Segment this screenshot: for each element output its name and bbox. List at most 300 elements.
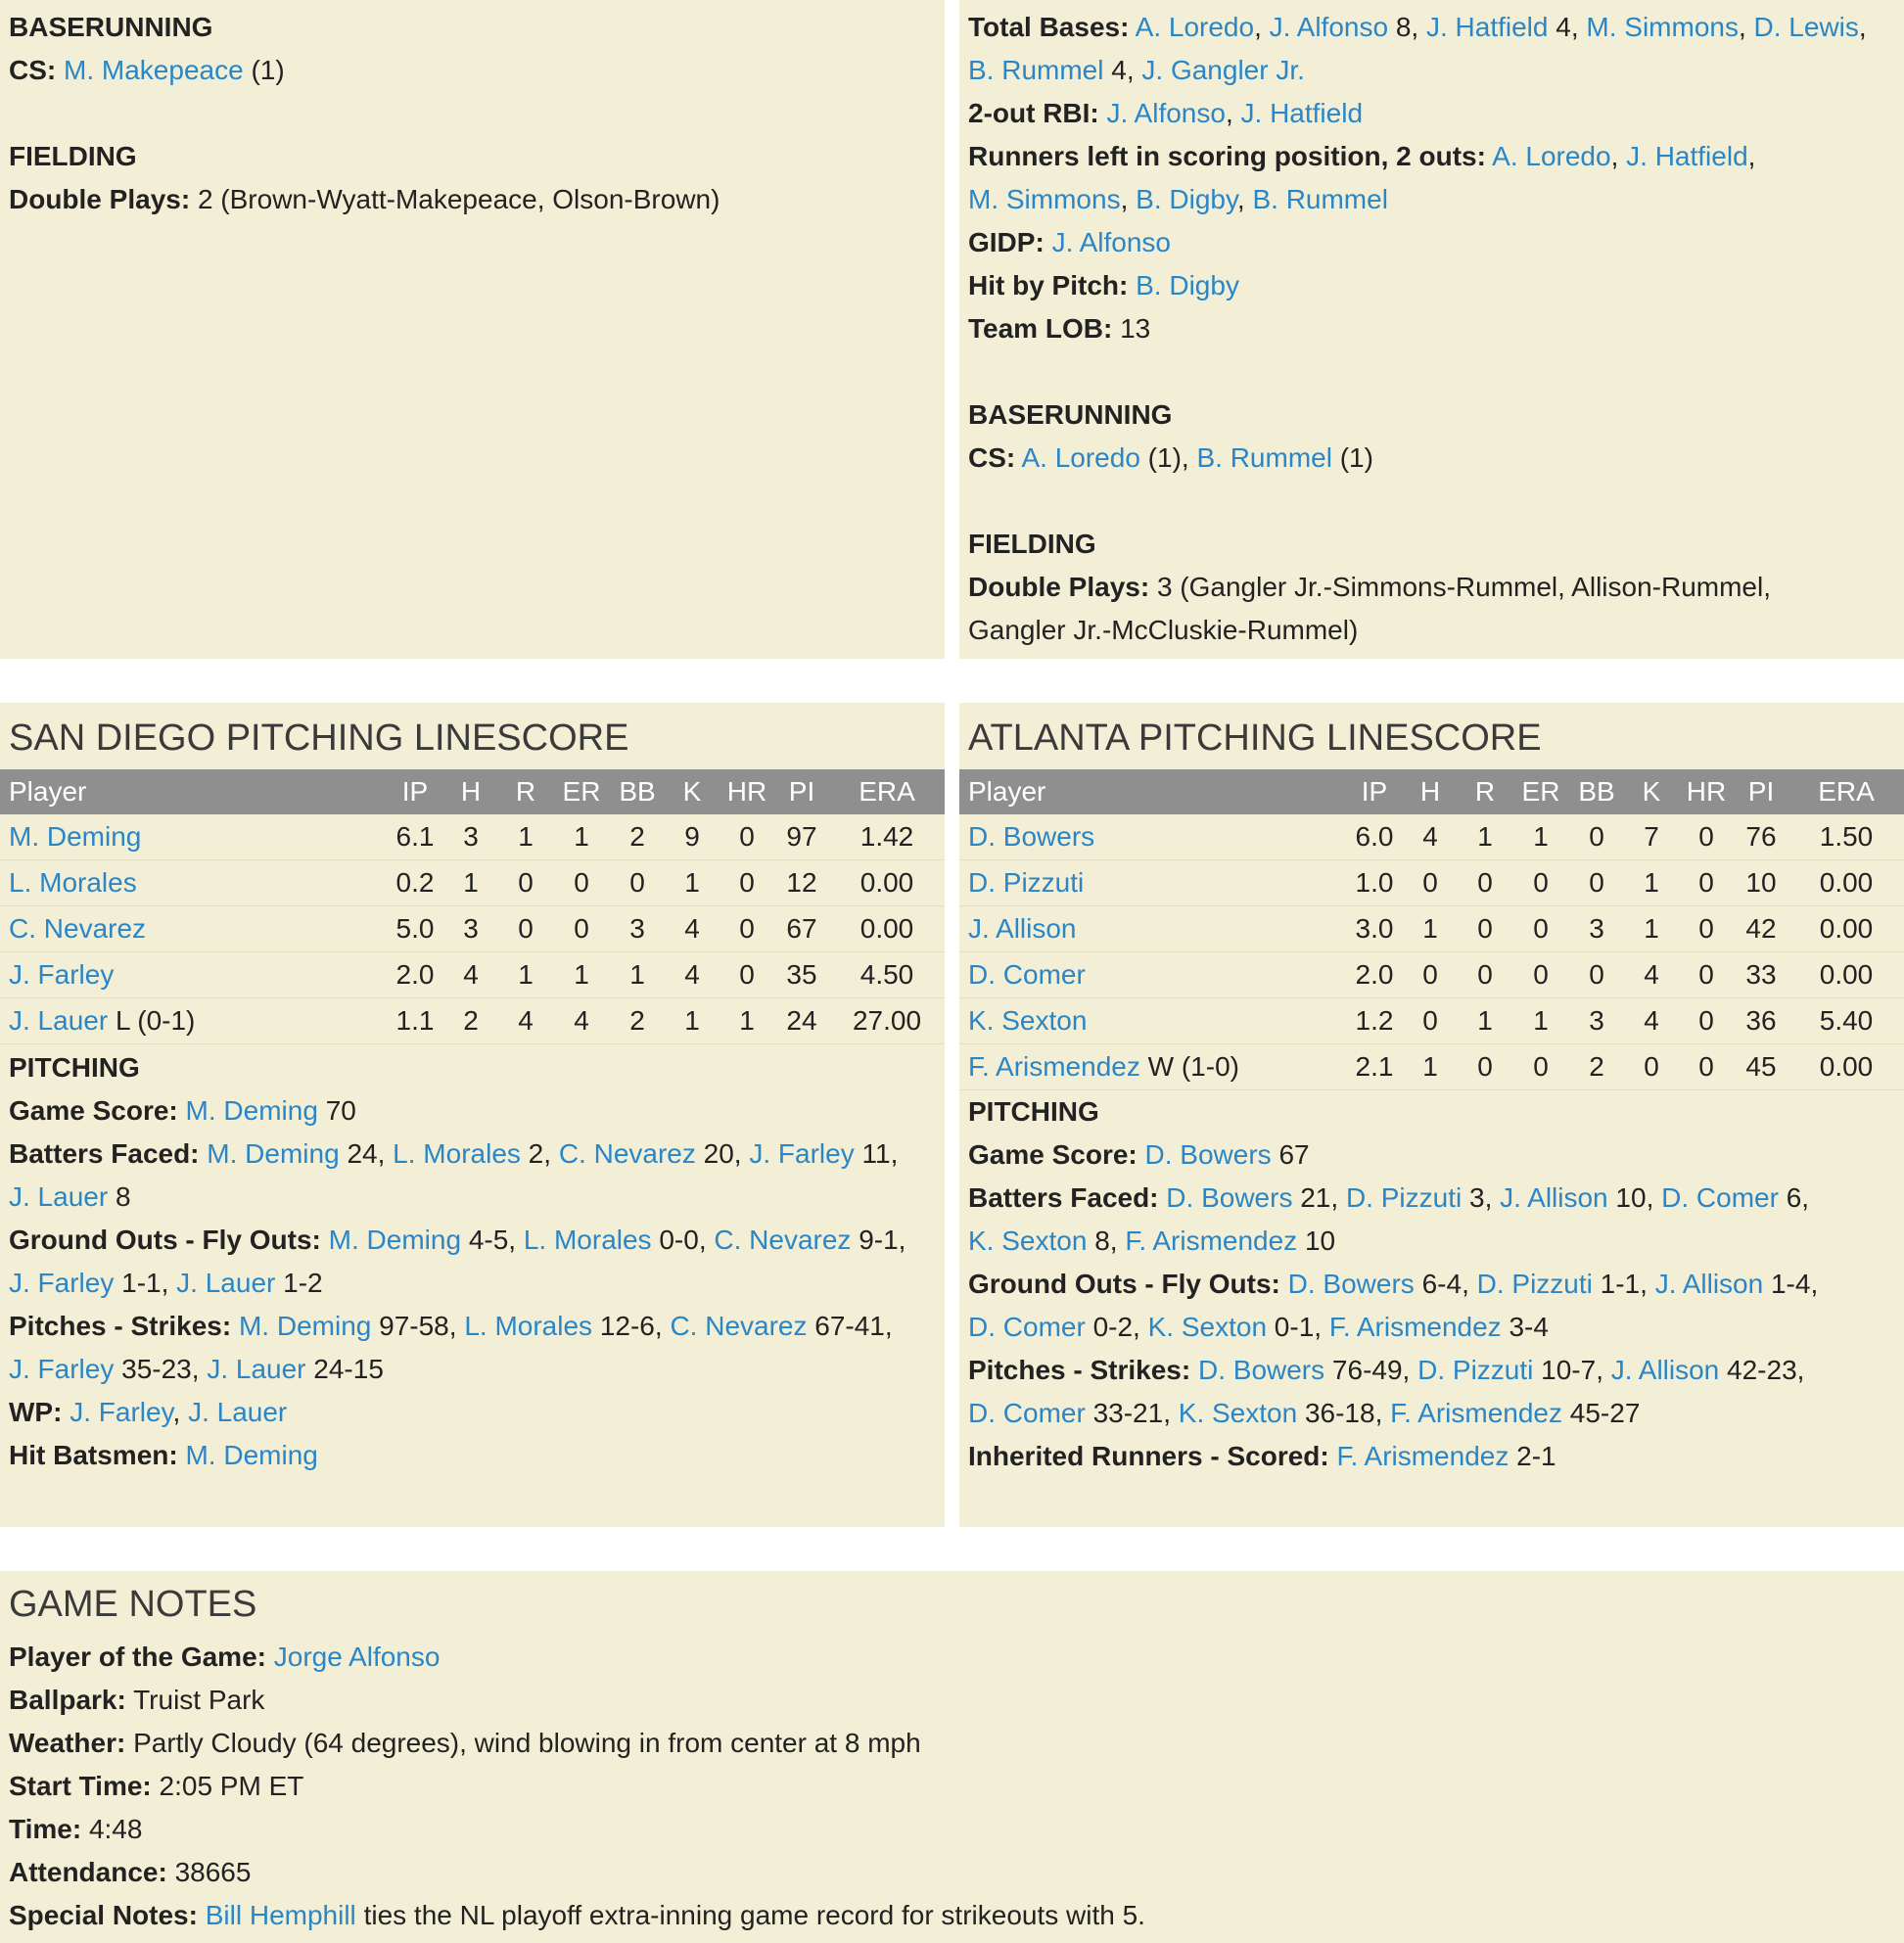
player-link[interactable]: D. Pizzuti	[968, 867, 1085, 898]
stat-cell-era: 1.50	[1788, 814, 1904, 860]
player-link[interactable]: J. Alfonso	[1269, 12, 1389, 42]
col-er[interactable]: ER	[553, 769, 610, 814]
time-line	[9, 1808, 1904, 1851]
col-ip[interactable]: IP	[1346, 769, 1403, 814]
stat-cell-h: 1	[443, 860, 498, 906]
ballpark-line	[9, 1679, 1904, 1722]
total-bases-line: Total Bases: A. Loredo, J. Alfonso 8, J. Hatfield 4, M. Simmons, D. Lewis,	[968, 12, 1867, 42]
sd-batting-notes-panel	[0, 0, 945, 659]
stat-cell-er: 1	[553, 814, 610, 860]
stat-cell-k: 1	[1624, 860, 1679, 906]
stat-value: 2-1	[1516, 1441, 1556, 1471]
stat-value: 3-4	[1509, 1312, 1549, 1342]
stat-cell-ip: 2.1	[1346, 1044, 1403, 1090]
stat-cell-er: 0	[1512, 952, 1569, 998]
stat-value: 1-1	[1600, 1269, 1641, 1299]
start-time-value: 2:05 PM ET	[159, 1771, 304, 1801]
stat-cell-k: 1	[1624, 906, 1679, 952]
table-row	[0, 814, 945, 860]
stat-cell-pi: 10	[1734, 860, 1788, 906]
stat-cell-pi: 97	[774, 814, 829, 860]
player-link[interactable]: J. Lauer	[9, 1181, 109, 1212]
stat-cell-bb: 0	[610, 860, 665, 906]
stat-cell-hr: 1	[720, 998, 774, 1044]
player-link[interactable]: J. Farley	[9, 959, 115, 990]
col-h[interactable]: H	[1403, 769, 1458, 814]
stat-cell-era: 27.00	[829, 998, 945, 1044]
stat-value: 1-2	[283, 1268, 323, 1298]
stat-value: 0-2	[1092, 1312, 1134, 1342]
stat-value: 67-41	[814, 1311, 885, 1341]
inherited-runners-line	[968, 1435, 1904, 1478]
table-row	[959, 952, 1904, 998]
stat-cell-k: 1	[665, 860, 720, 906]
col-bb[interactable]: BB	[1569, 769, 1624, 814]
start-time-label: Start Time:	[9, 1771, 152, 1801]
col-bb[interactable]: BB	[610, 769, 665, 814]
go-fo-label: Ground Outs - Fly Outs:	[9, 1225, 321, 1255]
stat-cell-h: 3	[443, 906, 498, 952]
special-notes-label: Special Notes:	[9, 1900, 198, 1930]
stat-value: 6-4	[1421, 1269, 1463, 1299]
game-notes-title: GAME NOTES	[9, 1584, 257, 1625]
time-label: Time:	[9, 1814, 82, 1844]
stat-cell-era: 0.00	[829, 860, 945, 906]
stat-cell-bb: 3	[610, 906, 665, 952]
player-link[interactable]: D. Comer	[968, 1312, 1086, 1342]
col-hr[interactable]: HR	[1679, 769, 1734, 814]
double-plays-label: Double Plays:	[9, 184, 191, 214]
pitches-strikes-line: Pitches - Strikes: D. Bowers 76-49, D. Pizzuti 10-7, J. Allison 42-23,	[968, 1355, 1805, 1385]
stat-cell-bb: 2	[1569, 1044, 1624, 1090]
table-row	[959, 860, 1904, 906]
stat-cell-era: 0.00	[1788, 906, 1904, 952]
player-link[interactable]: M. Deming	[185, 1095, 318, 1126]
stat-value: 0-0	[659, 1225, 699, 1255]
player-link[interactable]: F. Arismendez	[968, 1051, 1140, 1082]
player-link[interactable]: C. Nevarez	[9, 913, 147, 944]
stat-cell-hr: 0	[720, 814, 774, 860]
player-link[interactable]: C. Nevarez	[714, 1225, 852, 1255]
stat-cell-hr: 0	[1679, 998, 1734, 1044]
player-link[interactable]: M. Deming	[185, 1440, 318, 1470]
player-cell	[0, 814, 387, 860]
player-link[interactable]: K. Sexton	[968, 1226, 1088, 1256]
stat-value: 33-21	[1092, 1398, 1164, 1428]
stat-cell-r: 0	[1458, 860, 1512, 906]
stat-cell-era: 1.42	[829, 814, 945, 860]
player-link[interactable]: D. Bowers	[968, 821, 1095, 852]
stat-value: 10	[1615, 1182, 1647, 1213]
stat-cell-pi: 76	[1734, 814, 1788, 860]
player-link[interactable]: J. Allison	[1610, 1355, 1720, 1385]
stat-cell-ip: 5.0	[387, 906, 443, 952]
player-link[interactable]: C. Nevarez	[670, 1311, 808, 1341]
player-link[interactable]: Jorge Alfonso	[273, 1642, 441, 1672]
player-cell	[959, 998, 1346, 1044]
col-h[interactable]: H	[443, 769, 498, 814]
stat-cell-er: 0	[1512, 906, 1569, 952]
stat-cell-er: 0	[1512, 860, 1569, 906]
player-link[interactable]: L. Morales	[9, 867, 137, 898]
stat-cell-era: 4.50	[829, 952, 945, 998]
player-link[interactable]: K. Sexton	[1147, 1312, 1268, 1342]
player-link[interactable]: D. Bowers	[1287, 1269, 1415, 1299]
stat-cell-ip: 0.2	[387, 860, 443, 906]
player-link[interactable]: J. Hatfield	[1240, 98, 1364, 128]
player-link[interactable]: D. Bowers	[1197, 1355, 1325, 1385]
stat-cell-er: 0	[553, 906, 610, 952]
stat-cell-r: 1	[498, 952, 553, 998]
player-link[interactable]: L. Morales	[464, 1311, 593, 1341]
player-link[interactable]: J. Farley	[9, 1268, 115, 1298]
stat-cell-k: 7	[1624, 814, 1679, 860]
player-link[interactable]: J. Hatfield	[1425, 12, 1549, 42]
fielding-heading: FIELDING	[968, 529, 1096, 559]
pitches-strikes-label: Pitches - Strikes:	[9, 1311, 232, 1341]
stat-value: 9-1	[859, 1225, 899, 1255]
stat-cell-pi: 42	[1734, 906, 1788, 952]
stat-cell-r: 0	[1458, 1044, 1512, 1090]
sd-pitching-notes	[0, 1044, 945, 1477]
stat-cell-r: 0	[1458, 906, 1512, 952]
table-header-row	[0, 769, 945, 814]
double-plays-label: Double Plays:	[968, 572, 1150, 602]
stat-value: 36-18	[1304, 1398, 1375, 1428]
weather-label: Weather:	[9, 1728, 126, 1758]
double-plays-value-2: Gangler Jr.-McCluskie-Rummel)	[968, 615, 1359, 645]
stat-cell-er: 0	[1512, 1044, 1569, 1090]
table-row	[0, 860, 945, 906]
col-k[interactable]: K	[1624, 769, 1679, 814]
stat-cell-r: 4	[498, 998, 553, 1044]
two-out-rbi-label: 2-out RBI:	[968, 98, 1099, 128]
baserunning-heading: BASERUNNING	[9, 12, 213, 42]
col-k[interactable]: K	[665, 769, 720, 814]
stat-cell-pi: 35	[774, 952, 829, 998]
player-link[interactable]: B. Rummel	[968, 55, 1104, 85]
pitching-heading: PITCHING	[9, 1052, 140, 1083]
player-link[interactable]: D. Pizzuti	[1417, 1355, 1534, 1385]
stat-cell-h: 4	[443, 952, 498, 998]
special-notes-text: ties the NL playoff extra-inning game record for strikeouts with 5.	[363, 1900, 1145, 1930]
double-plays-line	[968, 566, 1904, 609]
total-bases-value: 4	[1111, 55, 1127, 85]
cs-value: (1)	[1147, 442, 1182, 473]
stat-value: 24-15	[313, 1354, 384, 1384]
wp-line: WP: J. Farley, J. Lauer	[9, 1397, 288, 1427]
go-fo-label: Ground Outs - Fly Outs:	[968, 1269, 1280, 1299]
col-hr[interactable]: HR	[720, 769, 774, 814]
cs-value: (1)	[251, 55, 285, 85]
game-notes-panel	[0, 1571, 1904, 1943]
game-notes-body	[0, 1636, 1904, 1937]
decision-label: W (1-0)	[1139, 1051, 1239, 1082]
hbp-line	[968, 264, 1904, 307]
stat-cell-h: 1	[1403, 1044, 1458, 1090]
stat-cell-pi: 12	[774, 860, 829, 906]
two-out-rbi-line: 2-out RBI: J. Alfonso, J. Hatfield	[968, 98, 1364, 128]
go-fo-line-2: J. Farley 1-1, J. Lauer 1-2	[9, 1268, 323, 1298]
stat-cell-pi: 36	[1734, 998, 1788, 1044]
player-cell	[0, 906, 387, 952]
col-r[interactable]: R	[1458, 769, 1512, 814]
risp-line: Runners left in scoring position, 2 outs: A. Loredo, J. Hatfield,	[968, 141, 1756, 171]
player-link[interactable]: B. Digby	[1136, 184, 1237, 214]
stat-cell-k: 4	[665, 952, 720, 998]
player-link[interactable]: J. Farley	[70, 1397, 173, 1427]
player-cell	[0, 860, 387, 906]
stat-cell-h: 3	[443, 814, 498, 860]
stat-cell-r: 0	[498, 906, 553, 952]
stat-value: 2	[528, 1138, 544, 1169]
player-link[interactable]: A. Loredo	[1492, 141, 1611, 171]
player-link[interactable]: D. Bowers	[1144, 1139, 1272, 1170]
stat-cell-hr: 0	[1679, 860, 1734, 906]
ballpark-value: Truist Park	[133, 1685, 265, 1715]
player-link[interactable]: J. Allison	[968, 913, 1077, 944]
player-link[interactable]: M. Simmons	[968, 184, 1121, 214]
player-link[interactable]: F. Arismendez	[1328, 1312, 1502, 1342]
player-link[interactable]: L. Morales	[393, 1138, 521, 1169]
stat-cell-ip: 6.0	[1346, 814, 1403, 860]
stat-value: 21	[1300, 1182, 1331, 1213]
player-link[interactable]: B. Digby	[1136, 270, 1239, 301]
hbp-label: Hit by Pitch:	[968, 270, 1129, 301]
player-link[interactable]: D. Comer	[968, 1398, 1086, 1428]
double-plays-value: 2 (Brown-Wyatt-Makepeace, Olson-Brown)	[197, 184, 720, 214]
player-link[interactable]: J. Farley	[9, 1354, 115, 1384]
start-time-line	[9, 1765, 1904, 1808]
player-link[interactable]: C. Nevarez	[558, 1138, 696, 1169]
stat-cell-pi: 67	[774, 906, 829, 952]
pitching-heading: PITCHING	[968, 1096, 1099, 1127]
stat-value: 97-58	[379, 1311, 449, 1341]
stat-cell-h: 0	[1403, 952, 1458, 998]
player-link[interactable]: A. Loredo	[1135, 12, 1255, 42]
player-link[interactable]: B. Rummel	[1252, 184, 1388, 214]
stat-value: 8	[1094, 1226, 1110, 1256]
col-player[interactable]: Player	[0, 769, 387, 814]
player-link[interactable]: D. Comer	[968, 959, 1086, 990]
col-era[interactable]: ERA	[1788, 769, 1904, 814]
col-r[interactable]: R	[498, 769, 553, 814]
col-er[interactable]: ER	[1512, 769, 1569, 814]
player-link[interactable]: J. Gangler Jr.	[1141, 55, 1305, 85]
baserunning-heading: BASERUNNING	[968, 399, 1173, 430]
stat-cell-bb: 2	[610, 814, 665, 860]
total-bases-label: Total Bases:	[968, 12, 1130, 42]
col-pi[interactable]: PI	[774, 769, 829, 814]
total-bases-line-2: B. Rummel 4, J. Gangler Jr.	[968, 55, 1305, 85]
stat-cell-r: 0	[1458, 952, 1512, 998]
stat-cell-h: 0	[1403, 998, 1458, 1044]
player-link[interactable]: J. Allison	[1654, 1269, 1764, 1299]
player-cell	[959, 906, 1346, 952]
player-link[interactable]: J. Allison	[1500, 1182, 1608, 1213]
col-player[interactable]: Player	[959, 769, 1346, 814]
special-notes-line	[9, 1894, 1904, 1937]
wp-label: WP:	[9, 1397, 63, 1427]
stat-cell-era: 0.00	[1788, 952, 1904, 998]
batters-faced-line: Batters Faced: M. Deming 24, L. Morales 2, C. Nevarez 20, J. Farley 11,	[9, 1138, 899, 1169]
atl-pitching-title: ATLANTA PITCHING LINESCORE	[968, 717, 1542, 759]
table-header-row	[959, 769, 1904, 814]
player-link[interactable]: D. Comer	[1661, 1182, 1779, 1213]
stat-cell-k: 4	[1624, 998, 1679, 1044]
atl-pitching-panel	[959, 703, 1904, 1527]
atl-pitching-rows	[959, 814, 1904, 1090]
stat-cell-bb: 1	[610, 952, 665, 998]
stat-cell-hr: 0	[1679, 952, 1734, 998]
player-link[interactable]: M. Deming	[328, 1225, 462, 1255]
player-link[interactable]: K. Sexton	[968, 1005, 1088, 1036]
player-link[interactable]: K. Sexton	[1178, 1398, 1298, 1428]
stat-cell-h: 4	[1403, 814, 1458, 860]
table-row	[0, 998, 945, 1044]
stat-cell-h: 2	[443, 998, 498, 1044]
stat-value: 24	[347, 1138, 378, 1169]
table-row	[959, 998, 1904, 1044]
pitches-strikes-line-2: J. Farley 35-23, J. Lauer 24-15	[9, 1354, 384, 1384]
stat-cell-bb: 0	[1569, 952, 1624, 998]
stat-value: 1-1	[121, 1268, 162, 1298]
stat-cell-era: 5.40	[1788, 998, 1904, 1044]
player-link[interactable]: M. Makepeace	[64, 55, 244, 85]
stat-cell-hr: 0	[720, 860, 774, 906]
player-link[interactable]: J. Lauer	[188, 1397, 288, 1427]
player-link[interactable]: J. Lauer	[176, 1268, 276, 1298]
stat-cell-pi: 33	[1734, 952, 1788, 998]
player-cell	[959, 860, 1346, 906]
player-of-game-label: Player of the Game:	[9, 1642, 266, 1672]
player-link[interactable]: B. Rummel	[1196, 442, 1332, 473]
stat-cell-k: 1	[665, 998, 720, 1044]
stat-cell-era: 0.00	[1788, 1044, 1904, 1090]
risp-label: Runners left in scoring position, 2 outs:	[968, 141, 1486, 171]
player-link[interactable]: D. Bowers	[1166, 1182, 1293, 1213]
go-fo-line-2: D. Comer 0-2, K. Sexton 0-1, F. Arismendez 3-4	[968, 1312, 1549, 1342]
stat-cell-bb: 3	[1569, 906, 1624, 952]
atl-batting-notes-panel	[959, 0, 1904, 659]
player-link[interactable]: A. Loredo	[1021, 442, 1140, 473]
team-lob-value: 13	[1120, 313, 1151, 344]
player-link[interactable]: D. Pizzuti	[1345, 1182, 1463, 1213]
stat-cell-k: 9	[665, 814, 720, 860]
stat-cell-ip: 2.0	[387, 952, 443, 998]
double-plays-line-2	[968, 609, 1904, 652]
game-score-line	[9, 1089, 945, 1133]
player-link[interactable]: J. Alfonso	[1106, 98, 1226, 128]
stat-cell-er: 4	[553, 998, 610, 1044]
stat-cell-era: 0.00	[829, 906, 945, 952]
team-lob-label: Team LOB:	[968, 313, 1113, 344]
player-link[interactable]: M. Simmons	[1586, 12, 1739, 42]
pitches-strikes-line-2: D. Comer 33-21, K. Sexton 36-18, F. Arismendez 45-27	[968, 1398, 1641, 1428]
stat-cell-ip: 3.0	[1346, 906, 1403, 952]
sd-pitching-title: SAN DIEGO PITCHING LINESCORE	[9, 717, 629, 759]
stat-cell-hr: 0	[1679, 1044, 1734, 1090]
attendance-value: 38665	[174, 1857, 252, 1887]
stat-value: 4-5	[468, 1225, 509, 1255]
batters-faced-line: Batters Faced: D. Bowers 21, D. Pizzuti 3, J. Allison 10, D. Comer 6,	[968, 1182, 1810, 1213]
risp-line-2: M. Simmons, B. Digby, B. Rummel	[968, 184, 1388, 214]
stat-cell-h: 1	[1403, 906, 1458, 952]
stat-cell-era: 0.00	[1788, 860, 1904, 906]
player-link[interactable]: J. Hatfield	[1626, 141, 1748, 171]
player-link[interactable]: Bill Hemphill	[205, 1900, 356, 1930]
player-link[interactable]: L. Morales	[523, 1225, 652, 1255]
player-link[interactable]: J. Alfonso	[1051, 227, 1171, 257]
table-row	[959, 814, 1904, 860]
stat-cell-k: 4	[1624, 952, 1679, 998]
stat-cell-k: 4	[665, 906, 720, 952]
stat-cell-k: 0	[1624, 1044, 1679, 1090]
player-link[interactable]: M. Deming	[207, 1138, 340, 1169]
stat-cell-h: 0	[1403, 860, 1458, 906]
col-pi[interactable]: PI	[1734, 769, 1788, 814]
stat-cell-hr: 0	[1679, 814, 1734, 860]
game-score-line	[968, 1133, 1904, 1177]
stat-value: 12-6	[599, 1311, 655, 1341]
stat-cell-ip: 1.0	[1346, 860, 1403, 906]
game-score-label: Game Score:	[9, 1095, 178, 1126]
stat-cell-hr: 0	[1679, 906, 1734, 952]
weather-line	[9, 1722, 1904, 1765]
gidp-label: GIDP:	[968, 227, 1045, 257]
col-era[interactable]: ERA	[829, 769, 945, 814]
attendance-label: Attendance:	[9, 1857, 167, 1887]
player-link[interactable]: J. Lauer	[207, 1354, 306, 1384]
double-plays-value: 3 (Gangler Jr.-Simmons-Rummel, Allison-Rummel,	[1156, 572, 1771, 602]
decision-label: L (0-1)	[108, 1005, 196, 1036]
col-ip[interactable]: IP	[387, 769, 443, 814]
player-link[interactable]: F. Arismendez	[1390, 1398, 1562, 1428]
batters-faced-line-2: K. Sexton 8, F. Arismendez 10	[968, 1226, 1336, 1256]
player-link[interactable]: M. Deming	[238, 1311, 372, 1341]
double-plays-line	[9, 178, 945, 221]
player-of-game-line	[9, 1636, 1904, 1679]
atl-pitching-notes	[959, 1090, 1904, 1478]
table-row	[959, 906, 1904, 952]
stat-cell-hr: 0	[720, 952, 774, 998]
player-link[interactable]: F. Arismendez	[1125, 1226, 1298, 1256]
player-link[interactable]: J. Lauer	[9, 1005, 109, 1036]
stat-value: 8	[115, 1181, 131, 1212]
gidp-line	[968, 221, 1904, 264]
player-link[interactable]: D. Lewis	[1753, 12, 1859, 42]
stat-value: 0-1	[1274, 1312, 1315, 1342]
stat-cell-ip: 2.0	[1346, 952, 1403, 998]
stat-value: 35-23	[121, 1354, 192, 1384]
player-link[interactable]: F. Arismendez	[1336, 1441, 1509, 1471]
cs-line	[9, 49, 945, 92]
player-link[interactable]: J. Farley	[749, 1138, 855, 1169]
stat-value: 20	[703, 1138, 734, 1169]
stat-value: 3	[1468, 1182, 1485, 1213]
stat-cell-er: 0	[553, 860, 610, 906]
stat-cell-bb: 0	[1569, 860, 1624, 906]
stat-cell-r: 1	[1458, 814, 1512, 860]
cs-value: (1)	[1339, 442, 1373, 473]
stat-cell-pi: 24	[774, 998, 829, 1044]
pitches-strikes-line: Pitches - Strikes: M. Deming 97-58, L. Morales 12-6, C. Nevarez 67-41,	[9, 1311, 893, 1341]
player-link[interactable]: D. Pizzuti	[1476, 1269, 1593, 1299]
total-bases-value: 4	[1556, 12, 1571, 42]
stat-value: 42-23	[1727, 1355, 1797, 1385]
stat-cell-er: 1	[1512, 998, 1569, 1044]
player-link[interactable]: M. Deming	[9, 821, 142, 852]
